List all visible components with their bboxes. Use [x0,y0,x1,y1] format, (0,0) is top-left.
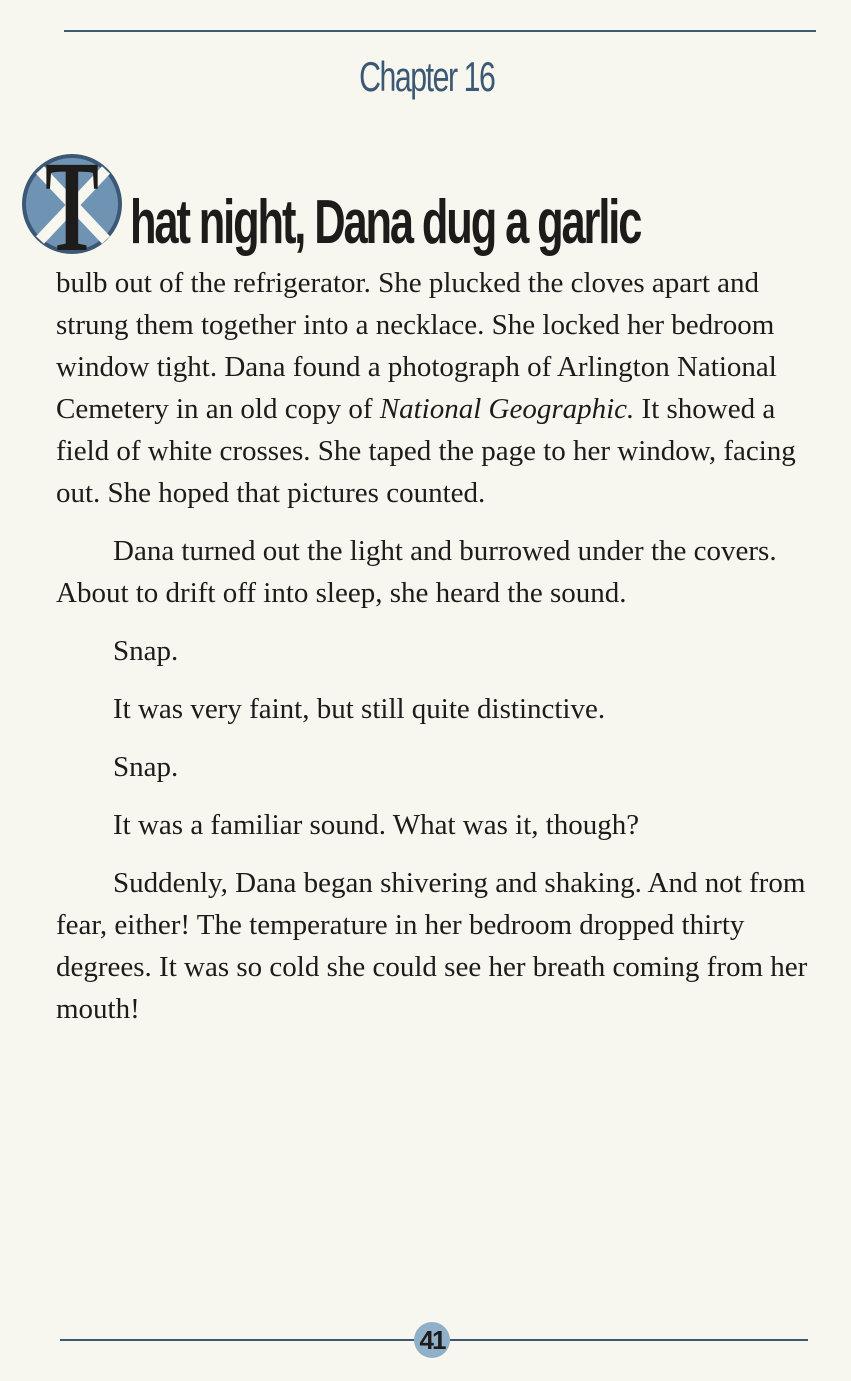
paragraph-2: Dana turned out the light and burrowed under the covers. About to drift off into sleep, she heard the sound. [56,535,777,609]
paragraph-1: bulb out of the refrigerator. She plucked the cloves apart and strung them together into a necklace. She locked her bedroom window tight. Dana found a photograph of Arlington National Cemetery in an old copy of National Geographic. It showed a field of white crosses. She taped the page to her window, facing out. She hoped that pictures counted. [56,267,796,509]
top-rule [64,30,816,32]
paragraph-7: Suddenly, Dana began shivering and shaking. And not from fear, either! The temperature in her bedroom dropped thirty degrees. It was so cold she could see her breath coming from her mouth! [56,867,808,1025]
paragraph-3: Snap. [113,635,179,667]
paragraph-6: It was a familiar sound. What was it, though? [113,809,640,841]
drop-cap-letter: T [45,138,99,256]
chapter-lead-in: hat night, Dana dug a garlic [130,188,641,257]
page-number: 41 [419,1325,445,1355]
drop-cap [20,138,128,256]
bottom-rule-left [60,1339,415,1341]
magazine-title: National Geographic. [379,393,635,425]
chapter-heading: Chapter 16 [359,53,495,100]
paragraph-4: It was very faint, but still quite distinctive. [113,693,606,725]
paragraph-5: Snap. [113,751,179,783]
body-text [56,262,816,1046]
bottom-rule-right [450,1339,808,1341]
